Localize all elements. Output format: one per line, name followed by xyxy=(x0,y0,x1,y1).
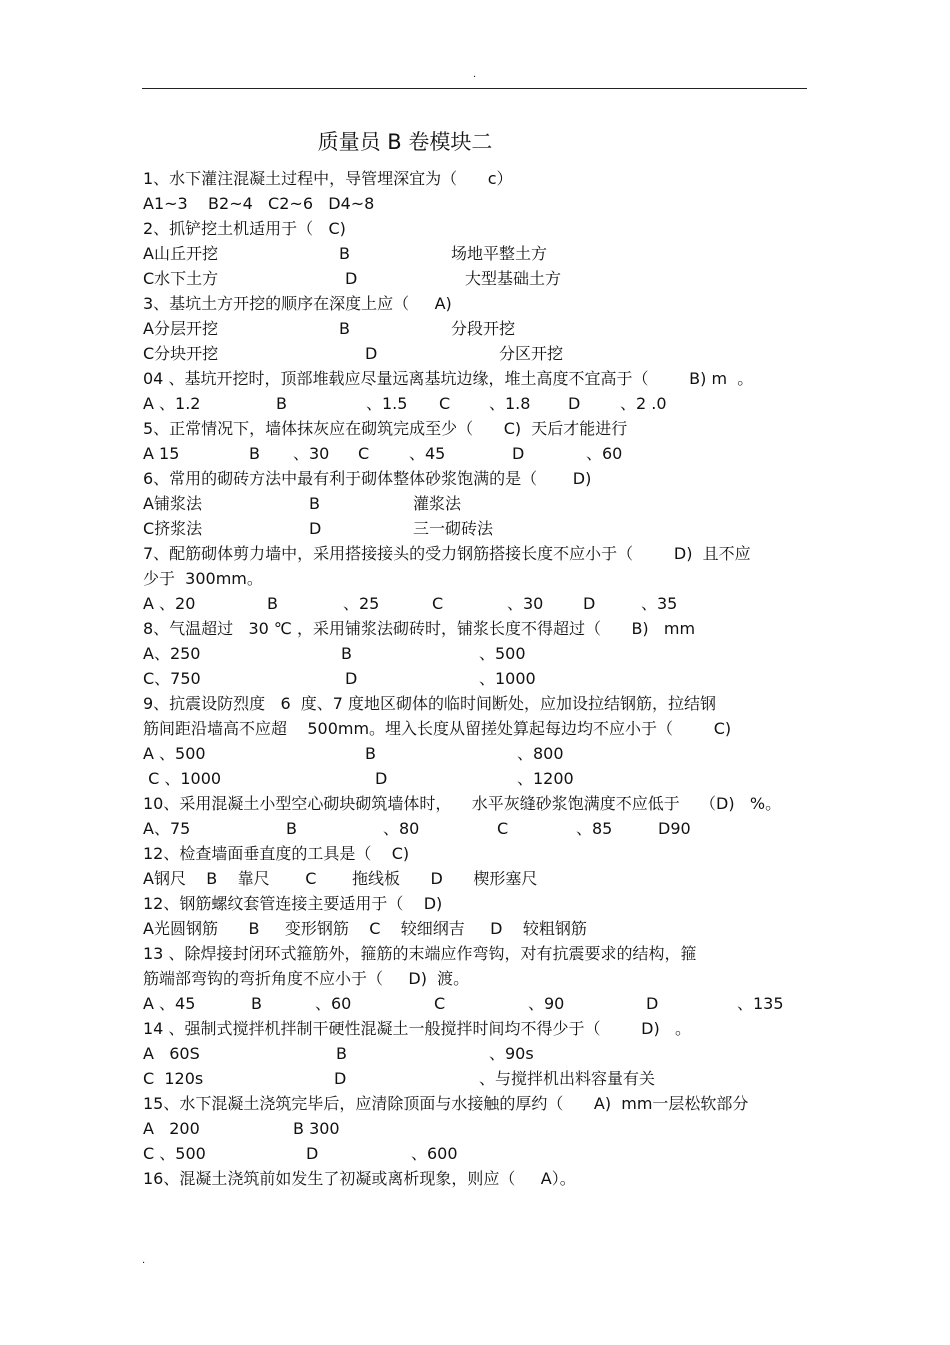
text-segment: 、90 xyxy=(528,994,565,1013)
text-line xyxy=(143,316,813,341)
text-line xyxy=(143,1166,813,1191)
text-segment: 、85 xyxy=(576,819,613,838)
text-segment: 筋端部弯钩的弯折角度不应小于（ D) 渡。 xyxy=(143,969,470,988)
text-segment: 15、水下混凝土浇筑完毕后，应清除顶面与水接触的厚约（ A) mm一层松软部分 xyxy=(143,1094,749,1113)
footer-dot: . xyxy=(142,1255,146,1266)
text-line xyxy=(143,241,813,266)
text-segment: A分层开挖 xyxy=(143,319,218,338)
text-segment: A1~3 B2~4 C2~6 D4~8 xyxy=(143,194,375,213)
text-line xyxy=(143,891,813,916)
text-segment: C xyxy=(358,444,370,463)
text-line xyxy=(143,191,813,216)
text-line xyxy=(143,416,813,441)
text-segment: C xyxy=(497,819,509,838)
text-segment: 10、采用混凝土小型空心砌块砌筑墙体时， 水平灰缝砂浆饱满度不应低于 （D) %。 xyxy=(143,794,782,813)
text-segment: A 200 xyxy=(143,1119,200,1138)
text-segment: 7、配筋砌体剪力墙中，采用搭接接头的受力钢筋搭接长度不应小于（ D) 且不应 xyxy=(143,544,751,563)
text-line xyxy=(143,641,813,666)
text-line xyxy=(143,166,813,191)
text-segment: C 、1000 xyxy=(143,769,222,788)
text-line xyxy=(143,691,813,716)
text-line xyxy=(143,541,813,566)
text-segment: 16、混凝土浇筑前如发生了初凝或离析现象，则应（ A）。 xyxy=(143,1169,576,1188)
text-segment: 分区开挖 xyxy=(499,344,564,363)
text-segment: A、250 xyxy=(143,644,201,663)
text-line xyxy=(143,816,813,841)
text-line xyxy=(143,1116,813,1141)
text-segment: A铺浆法 xyxy=(143,494,202,513)
text-line xyxy=(143,291,813,316)
text-segment: 13 、除焊接封闭环式箍筋外，箍筋的末端应作弯钩，对有抗震要求的结构，箍 xyxy=(143,944,697,963)
text-segment: 、135 xyxy=(737,994,784,1013)
text-segment: A 60S xyxy=(143,1044,200,1063)
text-line xyxy=(143,516,813,541)
text-segment: 8、气温超过 30 ℃ ，采用铺浆法砌砖时，铺浆长度不得超过（ B) mm xyxy=(143,619,696,638)
text-line xyxy=(143,866,813,891)
text-segment: 、60 xyxy=(586,444,623,463)
text-line xyxy=(143,991,813,1016)
text-segment: B xyxy=(251,994,262,1013)
header-dot: . xyxy=(473,69,477,80)
text-line xyxy=(143,1066,813,1091)
text-segment: 分段开挖 xyxy=(451,319,516,338)
text-line xyxy=(143,1016,813,1041)
text-segment: 12、钢筋螺纹套管连接主要适用于（ D) xyxy=(143,894,443,913)
text-segment: 、1.8 xyxy=(489,394,531,413)
text-segment: C 120s xyxy=(143,1069,204,1088)
text-segment: A山丘开挖 xyxy=(143,244,218,263)
text-line xyxy=(143,791,813,816)
text-segment: 、60 xyxy=(315,994,352,1013)
text-line xyxy=(143,391,813,416)
text-segment: 1、水下灌注混凝土过程中，导管埋深宜为（ c） xyxy=(143,169,513,188)
page-title: 质量员 B 卷模块二 xyxy=(317,130,493,154)
text-segment: B xyxy=(339,319,350,338)
text-segment: 少于 300mm。 xyxy=(143,569,263,588)
text-line xyxy=(143,366,813,391)
text-segment: A 15 xyxy=(143,444,180,463)
text-line xyxy=(143,1041,813,1066)
text-segment: 、45 xyxy=(409,444,446,463)
text-segment: 筋间距沿墙高不应超 500mm。埋入长度从留搓处算起每边均不应小于（ C) xyxy=(143,719,732,738)
text-segment: 灌浆法 xyxy=(413,494,462,513)
text-line xyxy=(143,216,813,241)
text-segment: A 、20 xyxy=(143,594,196,613)
text-segment: 2、抓铲挖土机适用于（ C) xyxy=(143,219,346,238)
text-line xyxy=(143,916,813,941)
text-segment: 04 、基坑开挖时，顶部堆载应尽量远离基坑边缘，堆土高度不宜高于（ B) m 。 xyxy=(143,369,754,388)
question-list xyxy=(143,166,813,1191)
text-line xyxy=(143,666,813,691)
text-line xyxy=(143,341,813,366)
text-segment: 5、正常情况下，墙体抹灰应在砌筑完成至少（ C) 天后才能进行 xyxy=(143,419,628,438)
text-segment: 、25 xyxy=(343,594,380,613)
text-line xyxy=(143,741,813,766)
text-segment: 12、检查墙面垂直度的工具是（ C) xyxy=(143,844,410,863)
text-segment: A钢尺 B 靠尺 C 拖线板 D 楔形塞尺 xyxy=(143,869,538,888)
text-segment: A光圆钢筋 B 变形钢筋 C 较细纲吉 D 较粗钢筋 xyxy=(143,919,587,938)
text-segment: 14 、强制式搅拌机拌制干硬性混凝土一般搅拌时间均不得少于（ D) 。 xyxy=(143,1019,691,1038)
text-line xyxy=(143,566,813,591)
text-segment: B xyxy=(365,744,376,763)
text-line xyxy=(143,766,813,791)
text-segment: B 300 xyxy=(293,1119,340,1138)
text-segment: A 、500 xyxy=(143,744,206,763)
text-segment: D xyxy=(375,769,388,788)
text-segment: C挤浆法 xyxy=(143,519,203,538)
text-line xyxy=(143,966,813,991)
text-segment: D xyxy=(334,1069,347,1088)
text-segment: A 、45 xyxy=(143,994,196,1013)
text-segment: C、750 xyxy=(143,669,201,688)
text-segment: D xyxy=(309,519,322,538)
text-segment: C分块开挖 xyxy=(143,344,219,363)
text-segment: A 、1.2 xyxy=(143,394,201,413)
text-segment: C水下土方 xyxy=(143,269,219,288)
text-segment: 、2 .0 xyxy=(620,394,667,413)
text-segment: 、30 xyxy=(293,444,330,463)
text-segment: D xyxy=(345,269,358,288)
text-segment: C 、500 xyxy=(143,1144,206,1163)
text-segment: 、1.5 xyxy=(366,394,408,413)
text-segment: 、90s xyxy=(489,1044,534,1063)
text-segment: D xyxy=(583,594,596,613)
text-line xyxy=(143,1091,813,1116)
text-segment: 、500 xyxy=(479,644,526,663)
text-segment: 、35 xyxy=(641,594,678,613)
text-segment: 、1200 xyxy=(517,769,574,788)
text-segment: 6、常用的砌砖方法中最有利于砌体整体砂浆饱满的是（ D) xyxy=(143,469,592,488)
text-segment: B xyxy=(249,444,260,463)
text-segment: A、75 xyxy=(143,819,191,838)
text-segment: B xyxy=(286,819,297,838)
text-segment: 、800 xyxy=(517,744,564,763)
text-line xyxy=(143,591,813,616)
text-segment: 大型基础土方 xyxy=(465,269,562,288)
text-segment: 、80 xyxy=(383,819,420,838)
text-line xyxy=(143,441,813,466)
text-segment: 、1000 xyxy=(479,669,536,688)
text-segment: D xyxy=(345,669,358,688)
text-line xyxy=(143,266,813,291)
text-line xyxy=(143,616,813,641)
text-segment: B xyxy=(339,244,350,263)
text-segment: 、与搅拌机出料容量有关 xyxy=(479,1069,656,1088)
text-segment: D90 xyxy=(658,819,691,838)
text-segment: C xyxy=(432,594,444,613)
text-segment: D xyxy=(512,444,525,463)
text-line xyxy=(143,941,813,966)
text-segment: 9、抗震设防烈度 6 度、7 度地区砌体的临时间断处，应加设拉结钢筋，拉结钢 xyxy=(143,694,717,713)
text-segment: B xyxy=(267,594,278,613)
text-segment: C xyxy=(439,394,451,413)
text-segment: D xyxy=(568,394,581,413)
text-line xyxy=(143,466,813,491)
text-line xyxy=(143,841,813,866)
text-segment: 三一砌砖法 xyxy=(413,519,494,538)
text-segment: 3、基坑土方开挖的顺序在深度上应（ A) xyxy=(143,294,452,313)
text-segment: B xyxy=(336,1044,347,1063)
text-segment: 、600 xyxy=(411,1144,458,1163)
header-rule xyxy=(142,88,807,89)
text-segment: D xyxy=(646,994,659,1013)
text-line xyxy=(143,716,813,741)
text-segment: 场地平整土方 xyxy=(451,244,548,263)
text-line xyxy=(143,1141,813,1166)
text-segment: B xyxy=(309,494,320,513)
text-segment: C xyxy=(434,994,446,1013)
text-segment: D xyxy=(306,1144,319,1163)
text-segment: D xyxy=(365,344,378,363)
text-line xyxy=(143,491,813,516)
text-segment: B xyxy=(276,394,287,413)
text-segment: 、30 xyxy=(507,594,544,613)
text-segment: B xyxy=(341,644,352,663)
